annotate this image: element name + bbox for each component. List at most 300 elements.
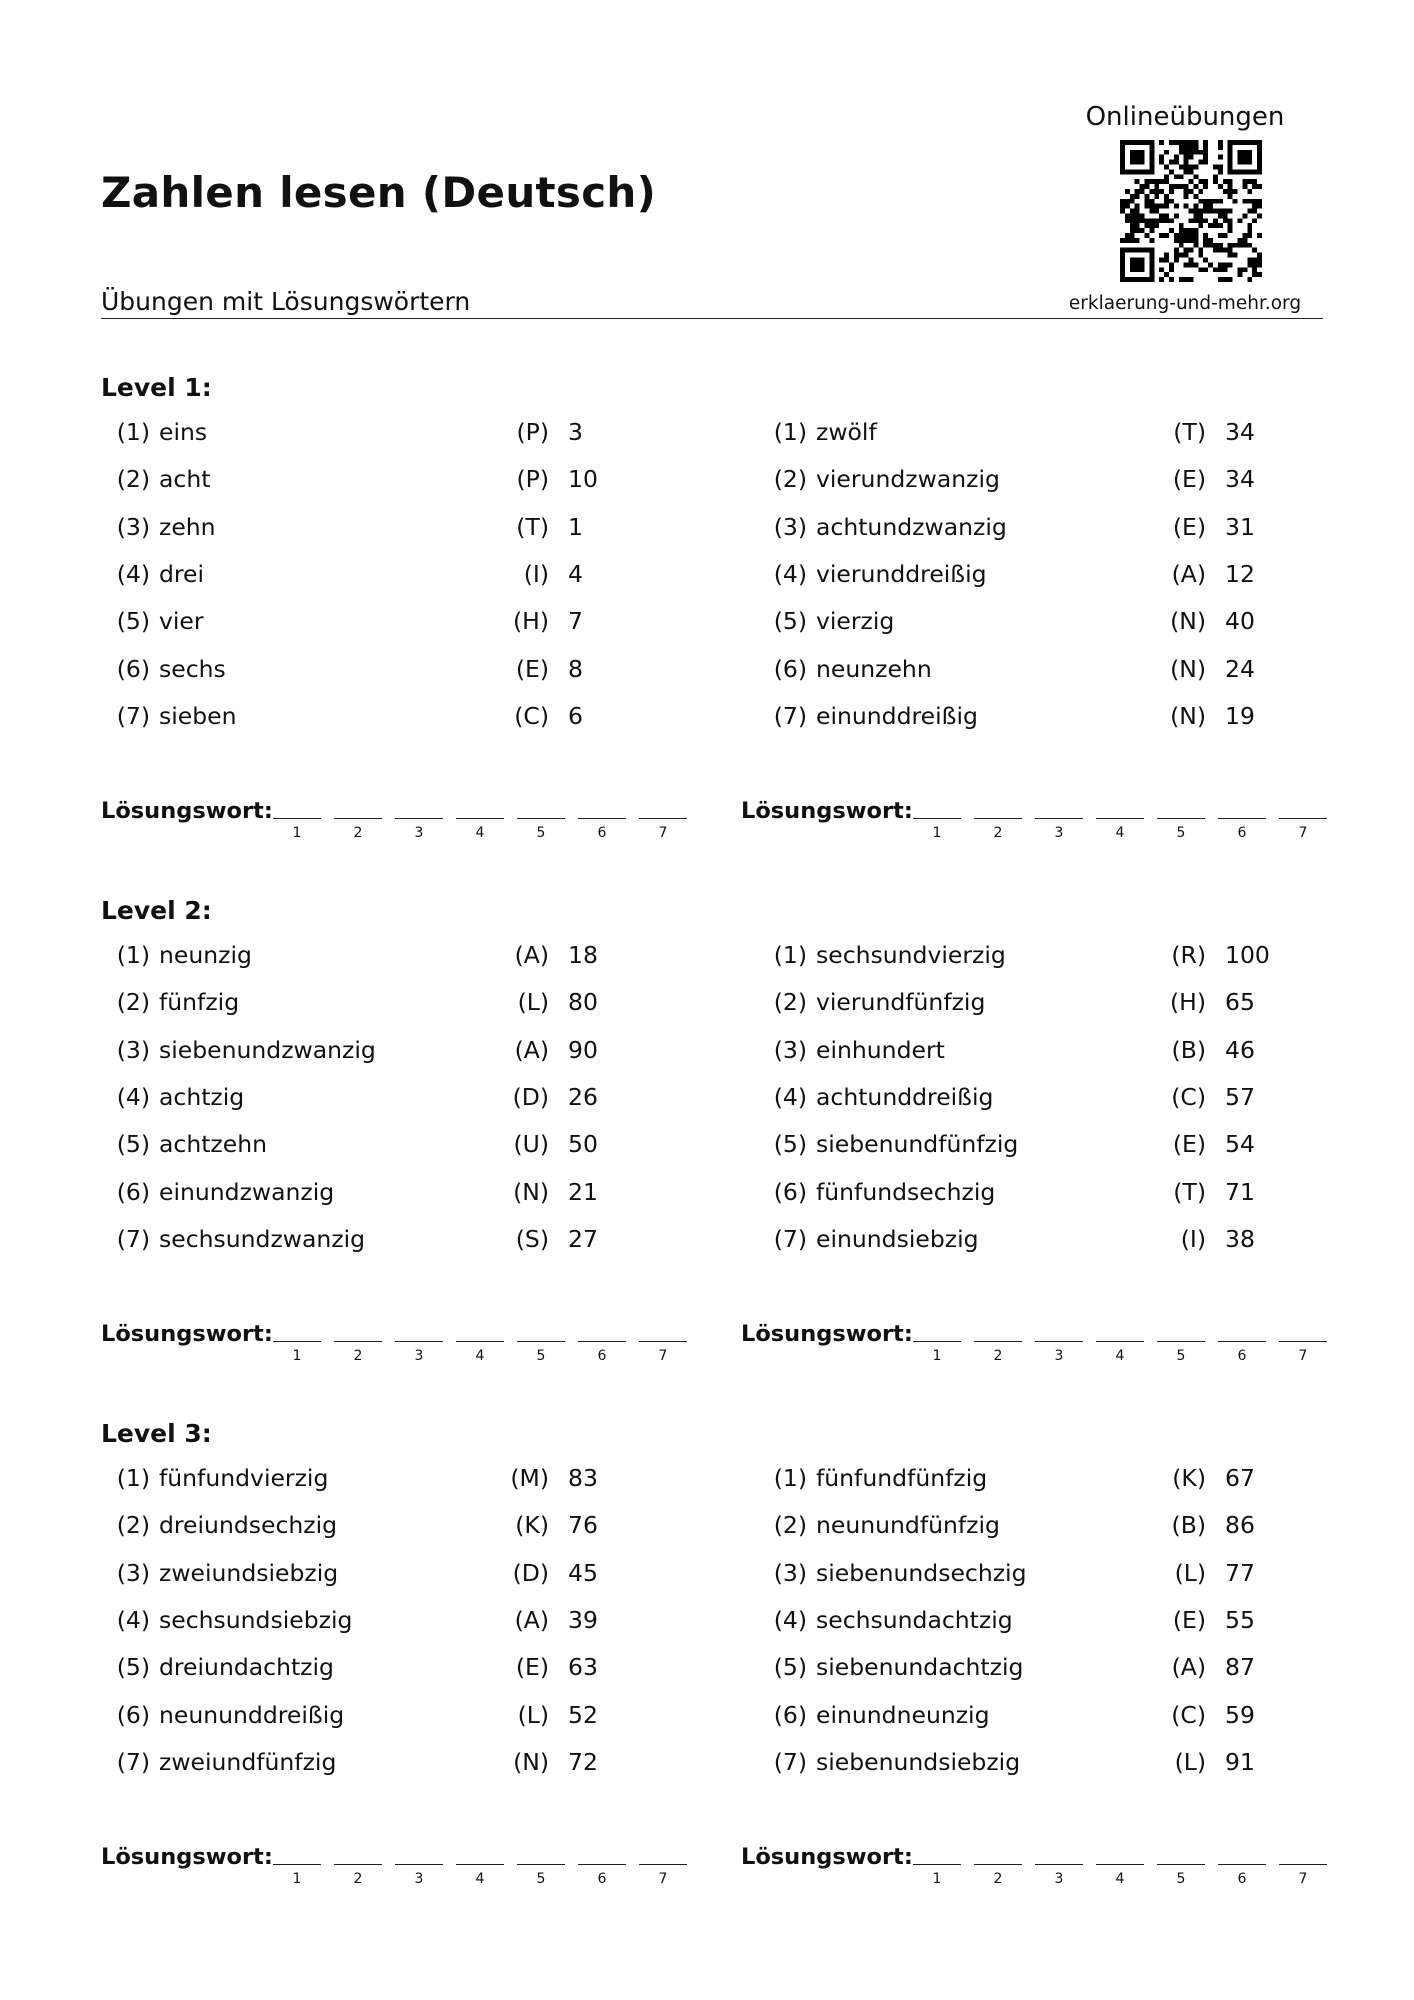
solution-letter: (S)	[515, 1224, 549, 1253]
solution-letter: (U)	[513, 1130, 549, 1159]
row-index: (1)	[773, 418, 807, 446]
answer-blank[interactable]	[395, 818, 443, 819]
number-word: fünfzig	[159, 988, 240, 1017]
answer-blank[interactable]	[578, 1864, 626, 1865]
answer-blank[interactable]	[1279, 1341, 1327, 1342]
answer-blank[interactable]	[1218, 1341, 1266, 1342]
number-word: zweiundsiebzig	[159, 1558, 339, 1587]
blank-number: 3	[1054, 825, 1064, 841]
answer-blank[interactable]	[1218, 818, 1266, 819]
solution-letter: (C)	[1171, 1700, 1206, 1729]
exercise-row	[110, 702, 630, 736]
blank-number: 5	[536, 825, 546, 841]
exercise-row	[767, 465, 1287, 499]
exercise-row	[767, 560, 1287, 594]
number-value: 46	[1225, 1035, 1255, 1064]
blank-number: 5	[1176, 1871, 1186, 1887]
blank-number: 1	[292, 1348, 302, 1364]
number-value: 27	[568, 1224, 598, 1253]
solution-letter: (R)	[1171, 941, 1206, 969]
answer-blank[interactable]	[913, 818, 961, 819]
row-index: (7)	[773, 701, 807, 730]
answer-blank[interactable]	[578, 818, 626, 819]
blank-number: 2	[353, 825, 363, 841]
blank-number: 5	[536, 1871, 546, 1887]
number-value: 24	[1225, 654, 1255, 683]
number-word: siebenundachtzig	[816, 1653, 1024, 1682]
row-index: (2)	[773, 465, 807, 494]
exercise-row	[110, 560, 630, 594]
number-value: 71	[1225, 1177, 1255, 1206]
answer-blank[interactable]	[517, 818, 565, 819]
row-index: (6)	[116, 1177, 150, 1206]
solution-letter: (E)	[515, 654, 549, 683]
answer-blank[interactable]	[578, 1341, 626, 1342]
blank-number: 3	[414, 825, 424, 841]
solution-letter: (A)	[514, 1035, 549, 1064]
number-value: 67	[1225, 1464, 1255, 1492]
blank-number: 7	[658, 1871, 668, 1887]
blank-number: 5	[1176, 825, 1186, 841]
solution-word-line	[101, 798, 701, 848]
row-index: (5)	[773, 1130, 807, 1159]
exercise-row	[110, 1130, 630, 1164]
solution-word-label: Lösungswort:	[741, 1844, 913, 1870]
row-index: (3)	[116, 512, 150, 541]
number-value: 7	[568, 607, 583, 636]
answer-blank[interactable]	[639, 1341, 687, 1342]
online-exercises-label: Onlineübungen	[1085, 102, 1285, 132]
blank-number: 6	[1237, 1348, 1247, 1364]
number-word: drei	[159, 559, 205, 588]
solution-word-label: Lösungswort:	[101, 798, 273, 824]
number-word: einundneunzig	[816, 1700, 990, 1729]
exercise-row	[767, 1130, 1287, 1164]
blank-number: 1	[932, 1348, 942, 1364]
number-value: 8	[568, 654, 583, 683]
row-index: (4)	[116, 1605, 150, 1634]
row-index: (2)	[116, 1511, 150, 1540]
row-index: (7)	[116, 1747, 150, 1776]
solution-letter: (D)	[512, 1558, 549, 1587]
answer-blank[interactable]	[273, 1864, 321, 1865]
number-value: 39	[568, 1605, 598, 1634]
number-word: siebenundsiebzig	[816, 1747, 1021, 1776]
row-index: (2)	[116, 988, 150, 1017]
answer-blank[interactable]	[456, 818, 504, 819]
number-value: 63	[568, 1653, 598, 1682]
solution-letter: (B)	[1171, 1511, 1206, 1540]
number-word: neunzig	[159, 941, 252, 969]
solution-letter: (C)	[1171, 1082, 1206, 1111]
solution-letter: (D)	[512, 1082, 549, 1111]
solution-letter: (M)	[510, 1464, 549, 1492]
number-word: neunzehn	[816, 654, 932, 683]
answer-blank[interactable]	[334, 1341, 382, 1342]
exercise-row	[767, 988, 1287, 1022]
answer-blank[interactable]	[1157, 818, 1205, 819]
number-word: einhundert	[816, 1035, 945, 1064]
blank-number: 6	[1237, 825, 1247, 841]
blank-number: 3	[414, 1871, 424, 1887]
exercise-row	[110, 1748, 630, 1782]
number-word: einundsiebzig	[816, 1224, 979, 1253]
exercise-row	[110, 655, 630, 689]
answer-blank[interactable]	[517, 1864, 565, 1865]
row-index: (2)	[773, 988, 807, 1017]
exercise-row	[110, 1559, 630, 1593]
answer-blank[interactable]	[1035, 818, 1083, 819]
number-word: eins	[159, 418, 208, 446]
solution-letter: (T)	[516, 512, 549, 541]
blank-number: 1	[932, 1871, 942, 1887]
row-index: (4)	[116, 559, 150, 588]
blank-number: 2	[993, 1348, 1003, 1364]
row-index: (1)	[773, 1464, 807, 1492]
answer-blank[interactable]	[395, 1341, 443, 1342]
row-index: (3)	[116, 1558, 150, 1587]
blank-number: 7	[1298, 1871, 1308, 1887]
blank-number: 2	[993, 1871, 1003, 1887]
blank-number: 1	[292, 1871, 302, 1887]
answer-blank[interactable]	[974, 818, 1022, 819]
solution-letter: (N)	[513, 1747, 549, 1776]
solution-word-label: Lösungswort:	[101, 1321, 273, 1347]
solution-word-label: Lösungswort:	[101, 1844, 273, 1870]
exercise-row	[110, 513, 630, 547]
number-value: 31	[1225, 512, 1255, 541]
exercise-row	[110, 988, 630, 1022]
number-value: 91	[1225, 1747, 1255, 1776]
page-subtitle: Übungen mit Lösungswörtern	[101, 287, 471, 316]
number-word: sieben	[159, 701, 237, 730]
answer-blank[interactable]	[913, 1341, 961, 1342]
solution-letter: (L)	[517, 1700, 549, 1729]
page-title: Zahlen lesen (Deutsch)	[101, 168, 657, 217]
number-word: siebenundsechzig	[816, 1558, 1027, 1587]
row-index: (3)	[773, 512, 807, 541]
solution-letter: (K)	[1172, 1464, 1206, 1492]
number-value: 3	[568, 418, 583, 446]
answer-blank[interactable]	[1157, 1341, 1205, 1342]
row-index: (6)	[116, 1700, 150, 1729]
exercise-row	[767, 418, 1287, 452]
row-index: (4)	[116, 1082, 150, 1111]
blank-number: 1	[932, 825, 942, 841]
number-word: dreiundsechzig	[159, 1511, 338, 1540]
number-value: 65	[1225, 988, 1255, 1017]
header-divider	[101, 318, 1323, 319]
answer-blank[interactable]	[913, 1864, 961, 1865]
number-value: 77	[1225, 1558, 1255, 1587]
number-value: 54	[1225, 1130, 1255, 1159]
blank-number: 4	[1115, 1348, 1125, 1364]
number-word: achtunddreißig	[816, 1082, 994, 1111]
row-index: (5)	[773, 1653, 807, 1682]
exercise-row	[767, 513, 1287, 547]
number-word: achtzehn	[159, 1130, 268, 1159]
solution-word-line	[741, 1321, 1341, 1371]
number-word: zweiundfünfzig	[159, 1747, 337, 1776]
number-word: sechsundsiebzig	[159, 1605, 353, 1634]
exercise-row	[767, 1748, 1287, 1782]
qr-code-icon[interactable]	[1120, 140, 1262, 282]
number-word: fünfundfünfzig	[816, 1464, 988, 1492]
solution-word-line	[101, 1844, 701, 1894]
number-value: 34	[1225, 418, 1255, 446]
blank-number: 3	[1054, 1348, 1064, 1364]
number-value: 19	[1225, 701, 1255, 730]
exercise-row	[767, 1225, 1287, 1259]
number-value: 21	[568, 1177, 598, 1206]
exercise-row	[767, 1178, 1287, 1212]
answer-blank[interactable]	[1096, 1341, 1144, 1342]
row-index: (5)	[116, 607, 150, 636]
blank-number: 4	[1115, 825, 1125, 841]
answer-blank[interactable]	[639, 1864, 687, 1865]
solution-letter: (N)	[1170, 654, 1206, 683]
row-index: (1)	[116, 1464, 150, 1492]
row-index: (5)	[773, 607, 807, 636]
solution-letter: (A)	[514, 1605, 549, 1634]
number-word: siebenundzwanzig	[159, 1035, 376, 1064]
number-word: sechs	[159, 654, 226, 683]
blank-number: 6	[597, 825, 607, 841]
solution-letter: (N)	[1170, 607, 1206, 636]
answer-blank[interactable]	[1279, 818, 1327, 819]
solution-letter: (P)	[516, 465, 549, 494]
number-word: vierundzwanzig	[816, 465, 1000, 494]
solution-letter: (H)	[1169, 988, 1206, 1017]
solution-word-label: Lösungswort:	[741, 1321, 913, 1347]
blank-number: 4	[475, 1348, 485, 1364]
exercise-row	[110, 1464, 630, 1498]
exercise-row	[110, 1083, 630, 1117]
number-word: vierundfünfzig	[816, 988, 986, 1017]
row-index: (6)	[116, 654, 150, 683]
answer-blank[interactable]	[334, 1864, 382, 1865]
exercise-row	[110, 941, 630, 975]
blank-number: 3	[1054, 1871, 1064, 1887]
exercise-row	[767, 1653, 1287, 1687]
level-heading: Level 1:	[101, 373, 212, 402]
number-word: neunundfünfzig	[816, 1511, 1000, 1540]
number-word: zwölf	[816, 418, 877, 446]
exercise-row	[110, 1225, 630, 1259]
solution-word-line	[741, 1844, 1341, 1894]
solution-letter: (I)	[1180, 1224, 1206, 1253]
blank-number: 2	[353, 1871, 363, 1887]
number-word: neununddreißig	[159, 1700, 345, 1729]
row-index: (7)	[116, 701, 150, 730]
exercise-row	[110, 465, 630, 499]
blank-number: 2	[353, 1348, 363, 1364]
answer-blank[interactable]	[334, 818, 382, 819]
answer-blank[interactable]	[1096, 1864, 1144, 1865]
answer-blank[interactable]	[639, 818, 687, 819]
blank-number: 7	[658, 825, 668, 841]
row-index: (6)	[773, 1700, 807, 1729]
solution-letter: (E)	[1172, 465, 1206, 494]
blank-number: 1	[292, 825, 302, 841]
number-word: vier	[159, 607, 204, 636]
solution-letter: (C)	[514, 701, 549, 730]
blank-number: 5	[1176, 1348, 1186, 1364]
blank-number: 6	[597, 1348, 607, 1364]
exercise-row	[110, 1036, 630, 1070]
number-value: 87	[1225, 1653, 1255, 1682]
answer-blank[interactable]	[517, 1341, 565, 1342]
solution-letter: (E)	[515, 1653, 549, 1682]
number-word: achtundzwanzig	[816, 512, 1007, 541]
site-url[interactable]: erklaerung-und-mehr.org	[1068, 293, 1302, 314]
number-value: 57	[1225, 1082, 1255, 1111]
solution-letter: (T)	[1173, 418, 1206, 446]
number-value: 10	[568, 465, 598, 494]
exercise-row	[767, 655, 1287, 689]
answer-blank[interactable]	[1157, 1864, 1205, 1865]
solution-letter: (I)	[523, 559, 549, 588]
exercise-row	[110, 1511, 630, 1545]
level-heading: Level 2:	[101, 896, 212, 925]
row-index: (2)	[116, 465, 150, 494]
exercise-row	[767, 941, 1287, 975]
exercise-row	[110, 607, 630, 641]
number-value: 34	[1225, 465, 1255, 494]
solution-word-line	[741, 798, 1341, 848]
level-heading: Level 3:	[101, 1419, 212, 1448]
number-word: siebenundfünfzig	[816, 1130, 1019, 1159]
number-value: 100	[1225, 941, 1270, 969]
exercise-row	[767, 1036, 1287, 1070]
row-index: (7)	[773, 1747, 807, 1776]
row-index: (1)	[116, 941, 150, 969]
answer-blank[interactable]	[456, 1341, 504, 1342]
solution-letter: (E)	[1172, 1130, 1206, 1159]
answer-blank[interactable]	[1096, 818, 1144, 819]
exercise-row	[767, 1511, 1287, 1545]
solution-word-label: Lösungswort:	[741, 798, 913, 824]
number-value: 4	[568, 559, 583, 588]
exercise-row	[767, 607, 1287, 641]
answer-blank[interactable]	[395, 1864, 443, 1865]
answer-blank[interactable]	[1035, 1864, 1083, 1865]
solution-letter: (A)	[514, 941, 549, 969]
answer-blank[interactable]	[1218, 1864, 1266, 1865]
number-value: 59	[1225, 1700, 1255, 1729]
solution-letter: (L)	[1174, 1747, 1206, 1776]
exercise-row	[767, 1464, 1287, 1498]
number-word: achtzig	[159, 1082, 245, 1111]
number-word: acht	[159, 465, 211, 494]
exercise-row	[110, 1606, 630, 1640]
row-index: (3)	[773, 1035, 807, 1064]
number-word: sechsundzwanzig	[159, 1224, 366, 1253]
number-value: 45	[568, 1558, 598, 1587]
row-index: (3)	[116, 1035, 150, 1064]
answer-blank[interactable]	[1279, 1864, 1327, 1865]
solution-letter: (A)	[1171, 1653, 1206, 1682]
number-value: 26	[568, 1082, 598, 1111]
exercise-row	[110, 1701, 630, 1735]
row-index: (7)	[773, 1224, 807, 1253]
row-index: (3)	[773, 1558, 807, 1587]
number-word: sechsundvierzig	[816, 941, 1006, 969]
number-value: 12	[1225, 559, 1255, 588]
solution-letter: (E)	[1172, 1605, 1206, 1634]
number-word: sechsundachtzig	[816, 1605, 1013, 1634]
number-value: 38	[1225, 1224, 1255, 1253]
number-value: 6	[568, 701, 583, 730]
blank-number: 2	[993, 825, 1003, 841]
solution-letter: (N)	[513, 1177, 549, 1206]
exercise-row	[110, 1653, 630, 1687]
blank-number: 6	[597, 1871, 607, 1887]
number-word: vierzig	[816, 607, 895, 636]
number-word: fünfundsechzig	[816, 1177, 996, 1206]
number-word: zehn	[159, 512, 216, 541]
answer-blank[interactable]	[1035, 1341, 1083, 1342]
solution-letter: (E)	[1172, 512, 1206, 541]
exercise-row	[110, 1178, 630, 1212]
blank-number: 7	[1298, 1348, 1308, 1364]
answer-blank[interactable]	[974, 1341, 1022, 1342]
blank-number: 4	[475, 825, 485, 841]
number-word: einunddreißig	[816, 701, 978, 730]
exercise-row	[767, 1559, 1287, 1593]
blank-number: 4	[1115, 1871, 1125, 1887]
number-word: fünfundvierzig	[159, 1464, 329, 1492]
solution-letter: (B)	[1171, 1035, 1206, 1064]
row-index: (4)	[773, 559, 807, 588]
solution-letter: (K)	[515, 1511, 549, 1540]
solution-letter: (P)	[516, 418, 549, 446]
answer-blank[interactable]	[974, 1864, 1022, 1865]
row-index: (1)	[116, 418, 150, 446]
number-value: 52	[568, 1700, 598, 1729]
solution-letter: (A)	[1171, 559, 1206, 588]
row-index: (5)	[116, 1130, 150, 1159]
row-index: (6)	[773, 654, 807, 683]
row-index: (7)	[116, 1224, 150, 1253]
number-word: einundzwanzig	[159, 1177, 335, 1206]
number-value: 76	[568, 1511, 598, 1540]
row-index: (4)	[773, 1082, 807, 1111]
solution-letter: (T)	[1173, 1177, 1206, 1206]
number-value: 80	[568, 988, 598, 1017]
number-value: 90	[568, 1035, 598, 1064]
blank-number: 6	[1237, 1871, 1247, 1887]
number-value: 55	[1225, 1605, 1255, 1634]
blank-number: 7	[1298, 825, 1308, 841]
exercise-row	[767, 1083, 1287, 1117]
row-index: (5)	[116, 1653, 150, 1682]
number-word: vierunddreißig	[816, 559, 987, 588]
number-value: 50	[568, 1130, 598, 1159]
solution-word-line	[101, 1321, 701, 1371]
row-index: (4)	[773, 1605, 807, 1634]
exercise-row	[767, 1606, 1287, 1640]
answer-blank[interactable]	[273, 818, 321, 819]
blank-number: 5	[536, 1348, 546, 1364]
answer-blank[interactable]	[456, 1864, 504, 1865]
blank-number: 3	[414, 1348, 424, 1364]
number-value: 1	[568, 512, 583, 541]
solution-letter: (N)	[1170, 701, 1206, 730]
answer-blank[interactable]	[273, 1341, 321, 1342]
number-value: 86	[1225, 1511, 1255, 1540]
exercise-row	[767, 1701, 1287, 1735]
